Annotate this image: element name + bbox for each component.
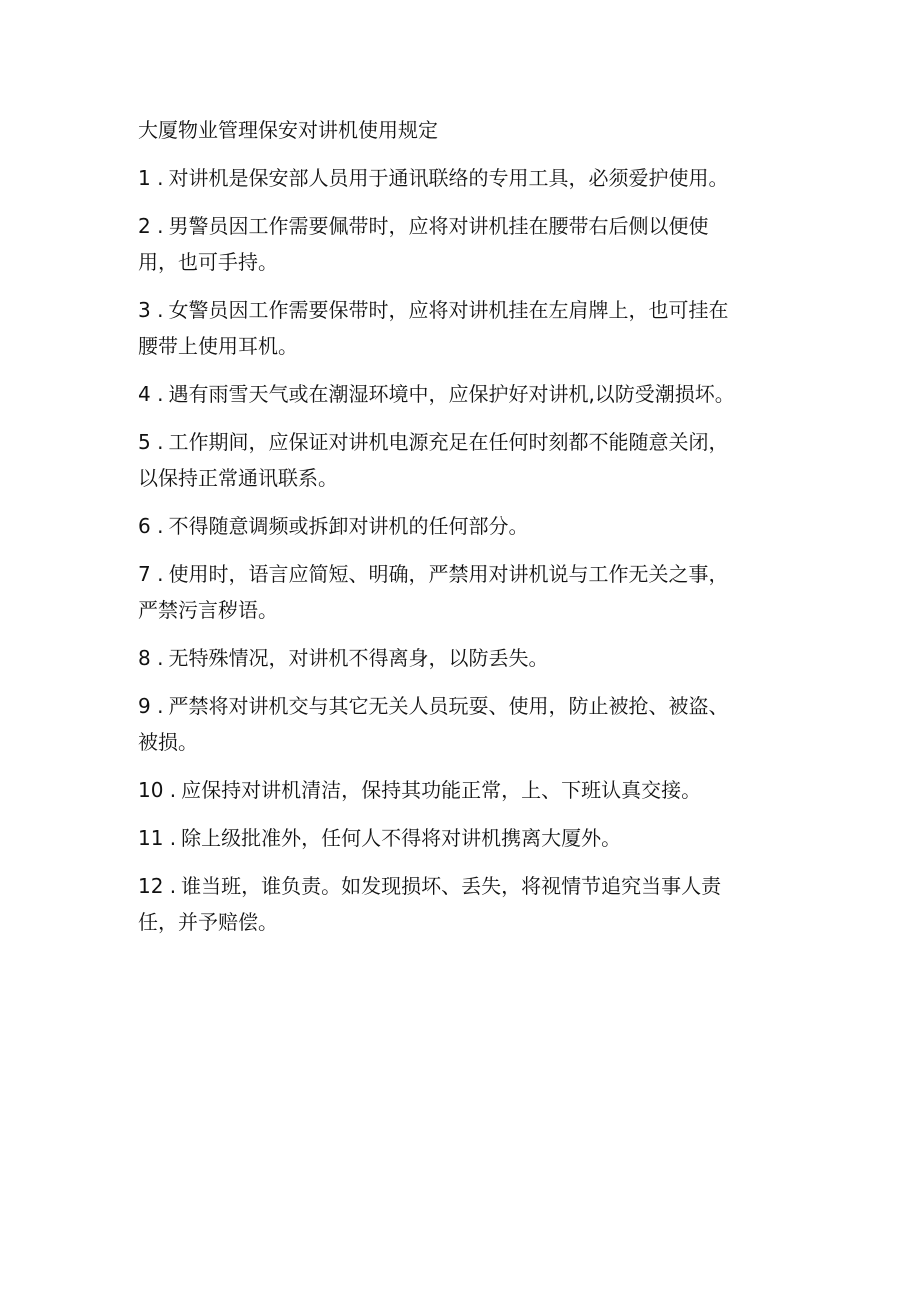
rule-text: 对讲机是保安部人员用于通讯联络的专用工具，必须爱护使用。 — [168, 166, 729, 190]
rule-number: 1 . — [138, 166, 164, 190]
rule-item-8 — [138, 640, 788, 676]
rule-item-12 — [138, 868, 788, 940]
rule-item-2 — [138, 208, 788, 280]
rule-text-continued: 腰带上使用耳机。 — [138, 334, 298, 358]
document-title: 大厦物业管理保安对讲机使用规定 — [138, 118, 438, 142]
rule-text-continued: 被损。 — [138, 730, 198, 754]
rule-number: 10 . — [138, 778, 177, 802]
rule-text: 工作期间，应保证对讲机电源充足在任何时刻都不能随意关闭， — [168, 430, 729, 454]
rule-number: 8 . — [138, 646, 164, 670]
rule-text-continued: 用，也可手持。 — [138, 250, 278, 274]
rule-text-continued: 以保持正常通讯联系。 — [138, 466, 338, 490]
rule-number: 2 . — [138, 214, 164, 238]
rule-item-10 — [138, 772, 788, 808]
rule-text: 遇有雨雪天气或在潮湿环境中，应保护好对讲机,以防受潮损坏。 — [168, 382, 735, 406]
rule-text: 使用时，语言应简短、明确，严禁用对讲机说与工作无关之事， — [168, 562, 729, 586]
rule-text: 无特殊情况，对讲机不得离身，以防丢失。 — [168, 646, 549, 670]
rule-text: 女警员因工作需要保带时，应将对讲机挂在左肩牌上，也可挂在 — [168, 298, 729, 322]
rule-text-continued: 任，并予赔偿。 — [138, 910, 278, 934]
rule-text: 男警员因工作需要佩带时，应将对讲机挂在腰带右后侧以便使 — [168, 214, 709, 238]
rule-number: 11 . — [138, 826, 177, 850]
rule-text-continued: 严禁污言秽语。 — [138, 598, 278, 622]
rule-item-7 — [138, 556, 788, 628]
rule-text: 严禁将对讲机交与其它无关人员玩耍、使用，防止被抢、被盗、 — [168, 694, 729, 718]
rule-text: 应保持对讲机清洁，保持其功能正常，上、下班认真交接。 — [181, 778, 702, 802]
rule-number: 3 . — [138, 298, 164, 322]
rule-item-3 — [138, 292, 788, 364]
rule-item-6 — [138, 508, 788, 544]
rule-text: 谁当班，谁负责。如发现损坏、丢失，将视情节追究当事人责 — [181, 874, 722, 898]
rule-item-1 — [138, 160, 788, 196]
rule-number: 6 . — [138, 514, 164, 538]
rule-number: 5 . — [138, 430, 164, 454]
document-page — [138, 112, 788, 952]
rule-text: 不得随意调频或拆卸对讲机的任何部分。 — [168, 514, 529, 538]
rule-number: 9 . — [138, 694, 164, 718]
rule-number: 4 . — [138, 382, 164, 406]
rule-item-5 — [138, 424, 788, 496]
rule-item-4 — [138, 376, 788, 412]
rule-item-9 — [138, 688, 788, 760]
rule-number: 12 . — [138, 874, 177, 898]
rule-number: 7 . — [138, 562, 164, 586]
rule-text: 除上级批准外，任何人不得将对讲机携离大厦外。 — [181, 826, 622, 850]
rule-item-11 — [138, 820, 788, 856]
